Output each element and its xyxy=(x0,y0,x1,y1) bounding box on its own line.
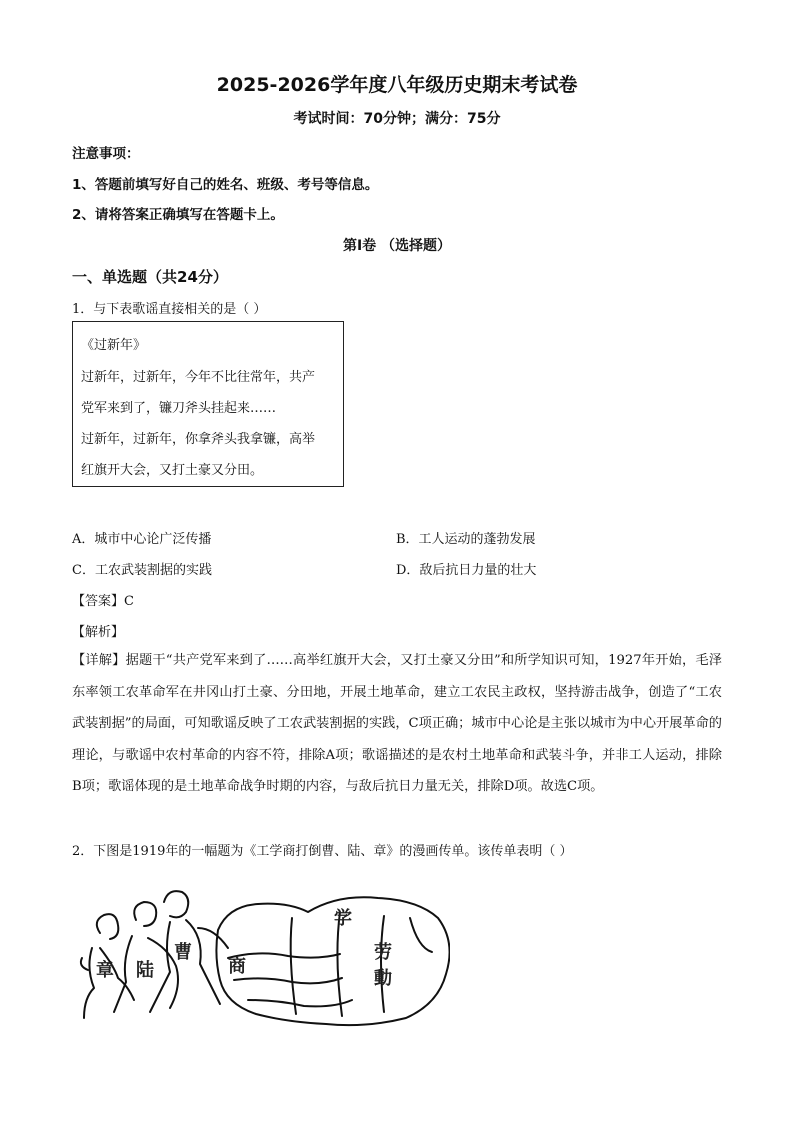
cartoon-label-lu: 陆 xyxy=(136,960,154,981)
cartoon-label-dong: 動 xyxy=(374,968,392,989)
option-d: D．敌后抗日力量的壮大 xyxy=(396,563,537,578)
cartoon-label-cao: 曹 xyxy=(174,942,192,963)
exam-info: 考试时间：70分钟；满分：75分 xyxy=(293,111,501,127)
poem-line: 党军来到了，镰刀斧头挂起来…… xyxy=(81,401,277,416)
option-b: B．工人运动的蓬勃发展 xyxy=(396,532,536,547)
poem-line: 过新年，过新年，你拿斧头我拿镰，高举 xyxy=(81,432,316,447)
section-title: 第I卷 （选择题） xyxy=(342,238,452,254)
cartoon-label-zhang: 章 xyxy=(96,960,114,981)
poem-line: 过新年，过新年，今年不比往常年，共产 xyxy=(81,370,316,385)
page-title: 2025-2026学年度八年级历史期末考试卷 xyxy=(216,74,578,96)
cartoon-label-shang: 商 xyxy=(228,956,246,977)
note-item-2: 2、请将答案正确填写在答题卡上。 xyxy=(72,207,284,223)
cartoon-label-xue: 学 xyxy=(334,908,352,929)
question-2-stem: 2．下图是1919年的一幅题为《工学商打倒曹、陆、章》的漫画传单。该传单表明（ ） xyxy=(72,844,573,859)
poem-title: 《过新年》 xyxy=(81,338,147,353)
answer-line: 【答案】C xyxy=(72,594,134,609)
analysis-label: 【解析】 xyxy=(72,625,125,640)
note-item-1: 1、答题前填写好自己的姓名、班级、考号等信息。 xyxy=(72,177,379,193)
song-box xyxy=(72,321,344,487)
explanation-text: 【详解】据题干“共产党军来到了……高举红旗开大会，又打土豪又分田”和所学知识可知，1927年开始，毛泽东率领工农革命军在井冈山打土豪、分田地，开展土地革命，建立工农民主政权，坚持游击战争，创造了“工农武装割据”的局面，可知歌谣反映了工农武装割据的实践，C项正确；城市中心论是主张以城市为中心开展革命的理论，与歌谣中农村革命的内容不符，排除A项；歌谣描述的是农村土地革命和武装斗争，并非工人运动，排除B项；歌谣体现的是土地革命战争时期的内容，与敌后抗日力量无关，排除D项。故选C项。 xyxy=(72,653,722,794)
cartoon-illustration xyxy=(78,888,450,1028)
option-c: C．工农武装割据的实践 xyxy=(72,563,212,578)
cartoon-label-lao: 劳 xyxy=(374,942,392,963)
poem-line: 红旗开大会，又打土豪又分田。 xyxy=(81,463,264,478)
option-a: A．城市中心论广泛传播 xyxy=(72,532,212,547)
part-heading: 一、单选题（共24分） xyxy=(72,268,228,286)
notes-heading: 注意事项： xyxy=(72,146,140,162)
question-1-stem: 1．与下表歌谣直接相关的是（ ） xyxy=(72,302,267,317)
